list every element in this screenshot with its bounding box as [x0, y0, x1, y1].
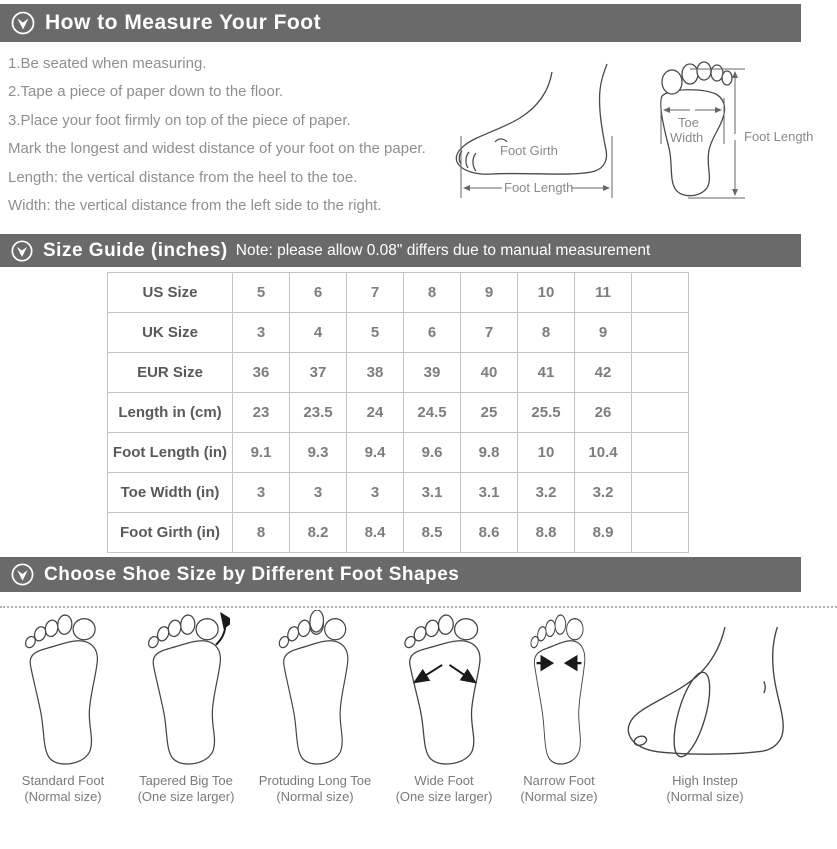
foot-shape-size-note: (Normal size) — [666, 788, 744, 804]
foot-shape-narrow-foot — [494, 610, 624, 804]
table-cell: 5 — [347, 313, 404, 353]
table-row — [108, 273, 689, 313]
table-cell: 11 — [575, 273, 632, 313]
instruction-line: Length: the vertical distance from the heel to the toe. — [8, 168, 358, 186]
table-cell: 3 — [290, 473, 347, 513]
table-cell: 37 — [290, 353, 347, 393]
table-row — [108, 473, 689, 513]
table-cell: 10 — [518, 433, 575, 473]
row-label: Foot Length (in) — [108, 433, 233, 473]
row-label: EUR Size — [108, 353, 233, 393]
table-cell: 25.5 — [518, 393, 575, 433]
foot-shape-size-note: (Normal size) — [520, 788, 598, 804]
table-cell: 23.5 — [290, 393, 347, 433]
table-cell: 8 — [518, 313, 575, 353]
size-table — [107, 272, 689, 553]
dashed-separator — [0, 606, 837, 608]
foot-shape-standard — [0, 610, 128, 804]
instruction-line: 3.Place your foot firmly on top of the piece of paper. — [8, 111, 351, 129]
table-cell: 9 — [575, 313, 632, 353]
table-cell: 9.1 — [233, 433, 290, 473]
foot-shape-tapered-big-toe — [121, 610, 251, 804]
section-title-size-guide: Size Guide (inches) — [43, 239, 228, 261]
section-header-size-guide[interactable] — [0, 234, 801, 267]
foot-shape-name: Wide Foot — [414, 773, 474, 788]
foot-girth-label: Foot Girth — [500, 143, 558, 158]
table-cell: 9.6 — [404, 433, 461, 473]
foot-shape-size-note: (Normal size) — [276, 788, 354, 804]
foot-length-print-label: Foot Length — [744, 129, 814, 144]
table-cell: 6 — [404, 313, 461, 353]
table-cell: 4 — [290, 313, 347, 353]
table-cell — [632, 513, 689, 553]
size-table-body — [108, 273, 689, 553]
table-cell: 8.2 — [290, 513, 347, 553]
table-cell: 3 — [233, 313, 290, 353]
row-label: Toe Width (in) — [108, 473, 233, 513]
table-cell: 26 — [575, 393, 632, 433]
table-cell: 3.2 — [518, 473, 575, 513]
table-cell: 7 — [347, 273, 404, 313]
table-cell: 5 — [233, 273, 290, 313]
foot-shape-name: Tapered Big Toe — [139, 773, 233, 788]
table-row — [108, 513, 689, 553]
table-cell — [632, 313, 689, 353]
foot-shape-high-instep — [620, 610, 790, 804]
table-cell: 41 — [518, 353, 575, 393]
instruction-line: Mark the longest and widest distance of your foot on the paper. — [8, 140, 426, 158]
protuding-long-toe-illustration — [250, 610, 380, 773]
table-cell: 9.4 — [347, 433, 404, 473]
side-foot-drawing — [456, 64, 612, 198]
table-cell — [632, 393, 689, 433]
tapered-big-toe-illustration — [121, 610, 251, 773]
row-label: UK Size — [108, 313, 233, 353]
table-cell: 24.5 — [404, 393, 461, 433]
table-cell — [632, 273, 689, 313]
table-cell — [632, 433, 689, 473]
table-cell: 9.3 — [290, 433, 347, 473]
table-cell: 8.8 — [518, 513, 575, 553]
table-cell: 10.4 — [575, 433, 632, 473]
foot-shape-protuding-long-toe — [250, 610, 380, 804]
foot-shape-name: Narrow Foot — [523, 773, 595, 788]
table-cell: 9.8 — [461, 433, 518, 473]
table-cell: 8.6 — [461, 513, 518, 553]
table-cell — [632, 353, 689, 393]
table-row — [108, 433, 689, 473]
chevron-down-circle-icon — [10, 562, 35, 587]
instruction-line: 1.Be seated when measuring. — [8, 55, 207, 72]
table-cell: 36 — [233, 353, 290, 393]
foot-shape-size-note: (One size larger) — [395, 788, 493, 804]
high-instep-illustration — [620, 610, 790, 773]
table-cell: 8 — [404, 273, 461, 313]
table-cell: 3.2 — [575, 473, 632, 513]
section-title-foot-shapes: Choose Shoe Size by Different Foot Shapes — [44, 563, 460, 585]
narrow-foot-illustration — [494, 610, 624, 773]
row-label: Foot Girth (in) — [108, 513, 233, 553]
table-cell: 3 — [347, 473, 404, 513]
foot-measurement-diagram — [440, 48, 837, 235]
table-cell: 3.1 — [404, 473, 461, 513]
table-cell: 8.9 — [575, 513, 632, 553]
instruction-line: 2.Tape a piece of paper down to the floor. — [8, 83, 284, 101]
section-header-foot-shapes[interactable] — [0, 557, 801, 592]
table-cell: 9 — [461, 273, 518, 313]
table-row — [108, 313, 689, 353]
table-cell — [632, 473, 689, 513]
table-cell: 3 — [233, 473, 290, 513]
table-cell: 3.1 — [461, 473, 518, 513]
foot-shape-size-note: (One size larger) — [137, 788, 235, 804]
table-cell: 40 — [461, 353, 518, 393]
table-cell: 39 — [404, 353, 461, 393]
toe-width-label-line1: Toe — [678, 115, 699, 130]
measure-instructions — [8, 50, 458, 220]
table-cell: 8.4 — [347, 513, 404, 553]
chevron-down-circle-icon — [10, 239, 34, 263]
table-cell: 25 — [461, 393, 518, 433]
chevron-down-circle-icon — [10, 10, 36, 36]
table-row — [108, 353, 689, 393]
table-cell: 6 — [290, 273, 347, 313]
section-header-measure[interactable] — [0, 4, 801, 42]
standard-foot-illustration — [0, 610, 128, 773]
table-cell: 7 — [461, 313, 518, 353]
wide-foot-illustration — [379, 610, 509, 773]
table-cell: 8 — [233, 513, 290, 553]
row-label: Length in (cm) — [108, 393, 233, 433]
toe-width-label-line2: Width — [670, 130, 704, 145]
foot-length-side-label: Foot Length — [504, 180, 574, 195]
foot-shape-size-note: (Normal size) — [24, 788, 102, 804]
table-cell: 10 — [518, 273, 575, 313]
table-cell: 24 — [347, 393, 404, 433]
table-cell: 38 — [347, 353, 404, 393]
foot-shape-name: Standard Foot — [21, 773, 105, 788]
instruction-line: Width: the vertical distance from the left side to the right. — [8, 196, 382, 214]
foot-shape-name: Protuding Long Toe — [258, 773, 372, 788]
section-title-measure: How to Measure Your Foot — [45, 11, 322, 34]
table-row — [108, 393, 689, 433]
size-guide-note: Note: please allow 0.08" differs due to manual measurement — [235, 241, 651, 259]
table-cell: 23 — [233, 393, 290, 433]
row-label: US Size — [108, 273, 233, 313]
foot-shape-wide-foot — [379, 610, 509, 804]
table-cell: 42 — [575, 353, 632, 393]
table-cell: 8.5 — [404, 513, 461, 553]
foot-shape-name: High Instep — [672, 773, 738, 788]
